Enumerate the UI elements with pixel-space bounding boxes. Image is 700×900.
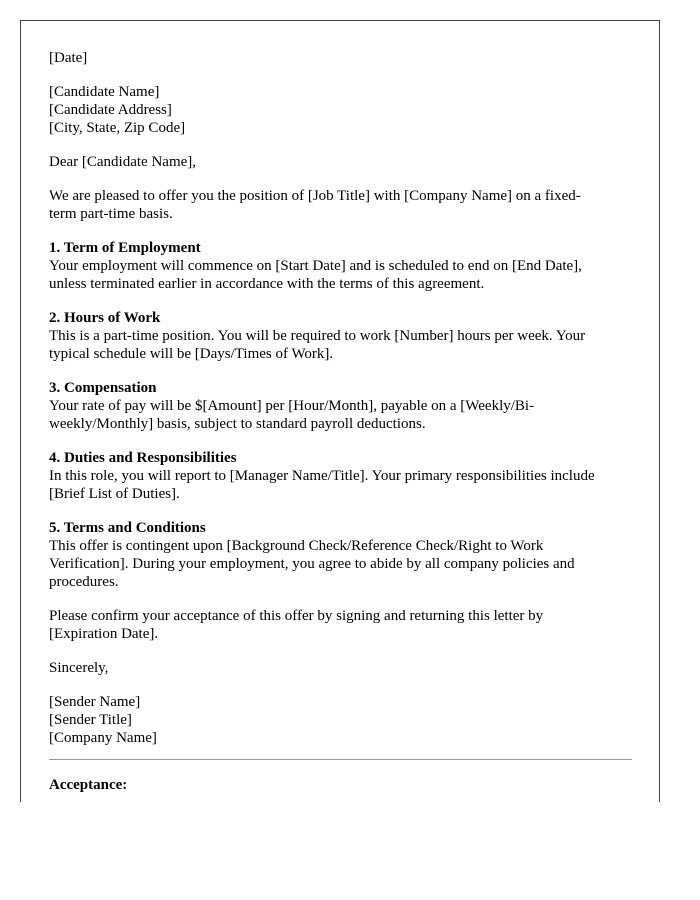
candidate-city-state-zip: [City, State, Zip Code] <box>49 120 186 136</box>
intro-line: term part-time basis. <box>49 206 173 222</box>
section-line: procedures. <box>49 574 119 590</box>
sender-name: [Sender Name] <box>49 694 141 710</box>
section-line: weekly/Monthly] basis, subject to standard payroll deductions. <box>49 416 426 432</box>
section-duties-and-responsibilities <box>49 449 634 503</box>
candidate-address: [Candidate Address] <box>49 102 172 118</box>
section-terms-and-conditions <box>49 519 634 591</box>
confirmation-paragraph <box>49 607 634 643</box>
sign-off-block <box>49 659 634 677</box>
salutation-block <box>49 153 634 171</box>
section-compensation <box>49 379 634 433</box>
candidate-name: [Candidate Name] <box>49 84 160 100</box>
letter-body <box>49 49 634 794</box>
section-line: Verification]. During your employment, you agree to abide by all company policies and <box>49 556 575 572</box>
section-term-of-employment <box>49 239 634 293</box>
section-hours-of-work <box>49 309 634 363</box>
section-divider <box>49 759 632 760</box>
section-heading: 2. Hours of Work <box>49 310 161 326</box>
intro-line: We are pleased to offer you the position of [Job Title] with [Company Name] on a fixed- <box>49 188 581 204</box>
letter-date: [Date] <box>49 50 88 66</box>
section-line: Your employment will commence on [Start Date] and is scheduled to end on [End Date], <box>49 258 582 274</box>
letter-page <box>20 20 660 802</box>
section-heading: 1. Term of Employment <box>49 240 201 256</box>
section-heading: 3. Compensation <box>49 380 157 396</box>
section-line: Your rate of pay will be $[Amount] per [Hour/Month], payable on a [Weekly/Bi- <box>49 398 535 414</box>
date-block <box>49 49 634 67</box>
sender-block <box>49 693 634 747</box>
section-line: unless terminated earlier in accordance with the terms of this agreement. <box>49 276 485 292</box>
confirmation-line: Please confirm your acceptance of this offer by signing and returning this letter by <box>49 608 544 624</box>
section-line: This is a part-time position. You will be required to work [Number] hours per week. Your <box>49 328 586 344</box>
section-heading: 5. Terms and Conditions <box>49 520 206 536</box>
acceptance-label: Acceptance: <box>49 777 128 793</box>
section-line: typical schedule will be [Days/Times of Work]. <box>49 346 334 362</box>
sign-off: Sincerely, <box>49 660 109 676</box>
section-heading: 4. Duties and Responsibilities <box>49 450 237 466</box>
confirmation-line: [Expiration Date]. <box>49 626 159 642</box>
section-line: This offer is contingent upon [Background Check/Reference Check/Right to Work <box>49 538 544 554</box>
salutation: Dear [Candidate Name], <box>49 154 197 170</box>
sender-company: [Company Name] <box>49 730 157 746</box>
intro-paragraph <box>49 187 634 223</box>
section-line: In this role, you will report to [Manager Name/Title]. Your primary responsibilities include <box>49 468 595 484</box>
candidate-address-block <box>49 83 634 137</box>
sender-title: [Sender Title] <box>49 712 132 728</box>
section-line: [Brief List of Duties]. <box>49 486 180 502</box>
